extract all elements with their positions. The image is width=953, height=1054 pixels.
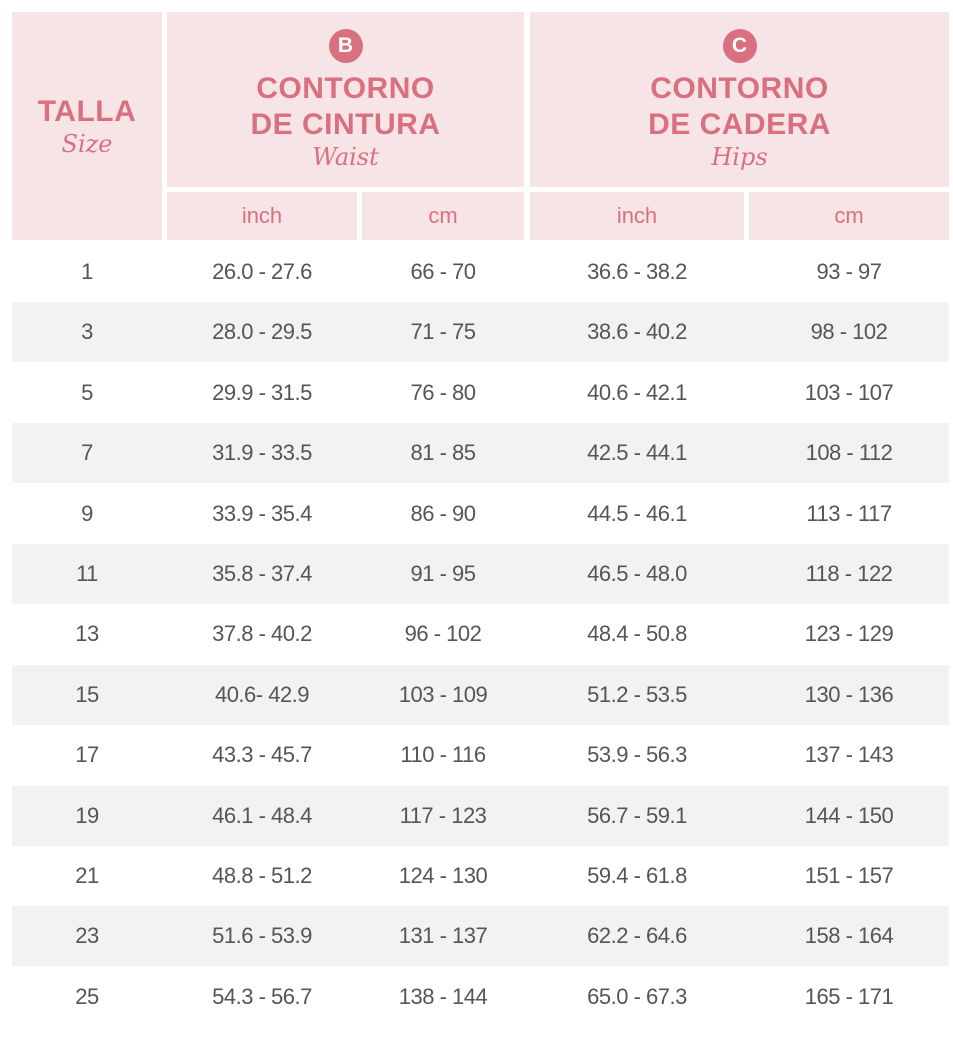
size-cell: 21 (75, 863, 99, 888)
hips-inch-cell: 46.5 - 48.0 (587, 561, 687, 586)
hips-title-line-2: DE CADERA (648, 107, 831, 141)
waist-cm-cell: 86 - 90 (410, 500, 476, 526)
size-subtitle: Size (61, 130, 113, 158)
hips-cm-cell: 137 - 143 (804, 742, 894, 768)
waist-cm-cell: 66 - 70 (410, 259, 476, 284)
hips-cm-cell: 103 - 107 (804, 379, 894, 405)
waist-title-line-1: CONTORNO (256, 71, 435, 105)
waist-inch-cell: 29.9 - 31.5 (212, 379, 312, 405)
waist-cm-cell: 124 - 130 (398, 863, 488, 888)
waist-header (167, 12, 524, 187)
hips-inch-cell: 36.6 - 38.2 (587, 259, 687, 284)
waist-inch-cell: 37.8 - 40.2 (212, 621, 312, 647)
table-row (12, 363, 949, 423)
waist-cm-cell: 76 - 80 (410, 379, 476, 405)
size-cell: 9 (81, 500, 93, 526)
unit-label: inch (241, 203, 283, 228)
table-row (12, 725, 949, 785)
hips-cm-cell: 123 - 129 (804, 621, 894, 647)
hips-inch-cell: 40.6 - 42.1 (587, 379, 687, 405)
hips-title-line-1: CONTORNO (650, 71, 829, 105)
hips-cm-header (749, 192, 949, 240)
waist-cm-cell: 131 - 137 (398, 923, 488, 949)
waist-inch-header (167, 192, 357, 240)
waist-cm-cell: 96 - 102 (404, 621, 482, 647)
hips-cm-cell: 144 - 150 (804, 802, 894, 828)
waist-inch-cell: 28.0 - 29.5 (212, 319, 312, 345)
waist-inch-cell: 48.8 - 51.2 (212, 863, 312, 888)
table-row (12, 846, 949, 906)
hips-cm-cell: 165 - 171 (804, 983, 894, 1009)
size-cell: 3 (81, 319, 93, 345)
waist-cm-cell: 81 - 85 (410, 440, 476, 466)
hips-cm-cell: 93 - 97 (816, 259, 882, 284)
hips-header (530, 12, 949, 187)
size-cell: 7 (81, 440, 93, 466)
waist-cm-cell: 71 - 75 (410, 319, 476, 345)
waist-cm-header (362, 192, 524, 240)
waist-inch-cell: 33.9 - 35.4 (212, 500, 312, 526)
waist-inch-cell: 35.8 - 37.4 (212, 561, 312, 586)
waist-inch-cell: 40.6- 42.9 (214, 681, 310, 707)
waist-cm-cell: 110 - 116 (400, 742, 486, 768)
waist-inch-cell: 31.9 - 33.5 (212, 440, 312, 466)
hips-inch-cell: 56.7 - 59.1 (587, 802, 687, 828)
table-row (12, 544, 949, 604)
unit-label: inch (616, 203, 658, 228)
hips-cm-cell: 118 - 122 (805, 561, 893, 586)
table-row (12, 665, 949, 725)
hips-cm-cell: 158 - 164 (804, 923, 894, 949)
hips-inch-cell: 51.2 - 53.5 (587, 681, 687, 707)
size-cell: 1 (81, 259, 93, 284)
size-cell: 15 (75, 681, 99, 707)
hips-inch-cell: 65.0 - 67.3 (587, 983, 687, 1009)
waist-subtitle: Waist (312, 142, 379, 171)
size-header (12, 12, 162, 240)
waist-cm-cell: 117 - 123 (399, 802, 487, 828)
unit-label: cm (428, 203, 458, 228)
table-row (12, 906, 949, 966)
hips-inch-cell: 44.5 - 46.1 (587, 500, 687, 526)
size-cell: 11 (76, 561, 98, 586)
hips-inch-cell: 62.2 - 64.6 (587, 923, 687, 949)
waist-inch-cell: 46.1 - 48.4 (212, 802, 312, 828)
waist-title-line-2: DE CINTURA (250, 107, 441, 141)
hips-inch-cell: 42.5 - 44.1 (587, 440, 687, 466)
hips-inch-cell: 59.4 - 61.8 (587, 863, 687, 888)
table-row (12, 604, 949, 664)
waist-inch-cell: 54.3 - 56.7 (212, 983, 312, 1009)
hips-letter-badge: C (723, 29, 757, 63)
table-row (12, 484, 949, 544)
hips-cm-cell: 151 - 157 (804, 863, 894, 888)
hips-cm-cell: 113 - 117 (806, 500, 892, 526)
hips-inch-header (530, 192, 744, 240)
hips-inch-cell: 38.6 - 40.2 (587, 319, 687, 345)
table-row (12, 242, 949, 302)
hips-cm-cell: 98 - 102 (810, 319, 888, 345)
waist-letter-badge: B (329, 29, 363, 63)
waist-inch-cell: 43.3 - 45.7 (212, 742, 312, 768)
table-row (12, 302, 949, 362)
waist-inch-cell: 26.0 - 27.6 (212, 259, 312, 284)
size-cell: 19 (75, 802, 99, 828)
unit-label: cm (834, 203, 864, 228)
size-cell: 23 (75, 923, 99, 949)
waist-inch-cell: 51.6 - 53.9 (212, 923, 312, 949)
size-cell: 13 (75, 621, 99, 647)
table-row (12, 786, 949, 846)
hips-inch-cell: 53.9 - 56.3 (587, 742, 687, 768)
hips-cm-cell: 130 - 136 (804, 681, 894, 707)
hips-inch-cell: 48.4 - 50.8 (587, 621, 687, 647)
size-cell: 5 (81, 379, 93, 405)
waist-cm-cell: 103 - 109 (398, 681, 488, 707)
waist-cm-cell: 138 - 144 (398, 983, 488, 1009)
size-cell: 17 (75, 742, 99, 768)
waist-cm-cell: 91 - 95 (410, 561, 476, 586)
size-cell: 25 (75, 983, 99, 1009)
hips-subtitle: Hips (711, 142, 768, 171)
table-row (12, 423, 949, 483)
size-title: TALLA (37, 95, 137, 128)
table-row (12, 967, 949, 1027)
hips-cm-cell: 108 - 112 (805, 440, 893, 466)
